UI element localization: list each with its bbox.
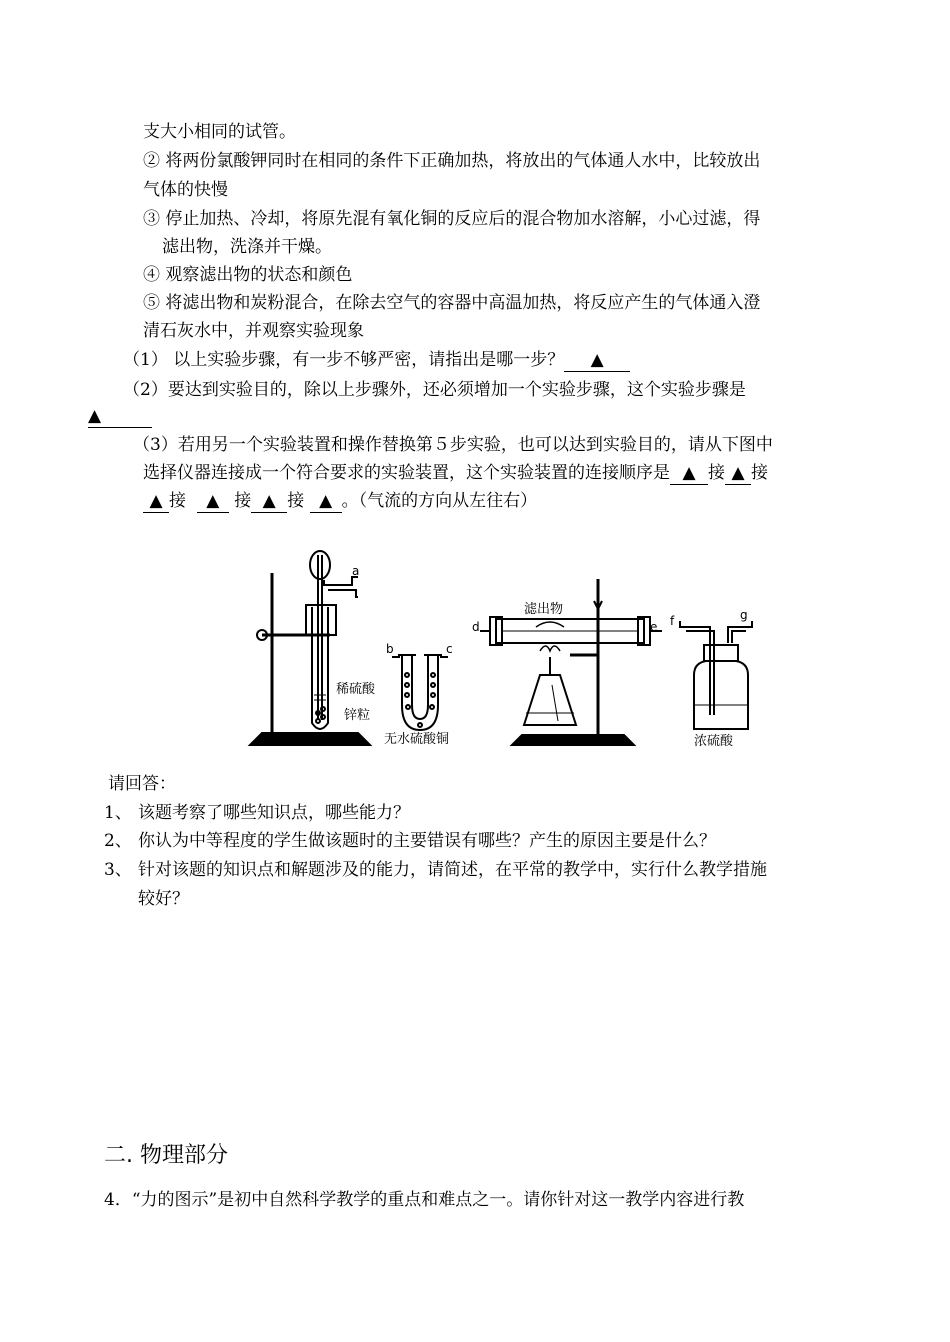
wash-bottle-apparatus bbox=[680, 621, 752, 729]
connector-text: 接 bbox=[169, 491, 186, 511]
answer-item-1: 该题考察了哪些知识点，哪些能力？ bbox=[138, 803, 410, 823]
connector-text: 接 bbox=[751, 463, 768, 483]
label-zinc: 锌粒 bbox=[344, 708, 371, 723]
answer-item-3-line2: 较好？ bbox=[138, 889, 189, 909]
label-b: b bbox=[386, 642, 394, 656]
answer-item-1-num: 1、 bbox=[104, 803, 132, 823]
label-anhydrous-cuso4: 无水硫酸铜 bbox=[384, 732, 450, 747]
step1-tail: 支大小相同的试管。 bbox=[143, 122, 296, 142]
question-4: 4．“力的图示”是初中自然科学教学的重点和难点之一。请你针对这一教学内容进行教 bbox=[104, 1190, 745, 1210]
u-tube-apparatus bbox=[392, 655, 448, 730]
answer-blank-3e: ▲ bbox=[251, 490, 287, 513]
question-3-line2 bbox=[143, 462, 768, 485]
answer-item-2-num: 2、 bbox=[104, 831, 132, 851]
step4: ④ 观察滤出物的状态和颜色 bbox=[143, 265, 353, 285]
connector-text: 接 bbox=[287, 491, 305, 511]
question-3-text: 选择仪器连接成一个符合要求的实验装置，这个实验装置的连接顺序是 bbox=[143, 463, 670, 483]
question-1-text: （1） 以上实验步骤，有一步不够严密，请指出是哪一步？ bbox=[123, 350, 565, 370]
step2-line2: 气体的快慢 bbox=[143, 180, 228, 200]
section-heading-physics: 二. 物理部分 bbox=[104, 1143, 228, 1168]
answer-blank-3d: ▲ bbox=[197, 490, 229, 513]
answer-blank-2: ▲ bbox=[88, 405, 152, 428]
step5-line2: 清石灰水中，并观察实验现象 bbox=[143, 321, 364, 341]
answer-blank-1: ▲ bbox=[564, 349, 630, 372]
question-2-line1: （2）要达到实验目的，除以上步骤外，还必须增加一个实验步骤，这个实验步骤是 bbox=[123, 380, 746, 400]
question-3-line3 bbox=[143, 490, 537, 513]
step5-line1: ⑤ 将滤出物和炭粉混合，在除去空气的容器中高温加热，将反应产生的气体通入澄 bbox=[143, 293, 761, 313]
answer-item-2: 你认为中等程度的学生做该题时的主要错误有哪些？产生的原因主要是什么？ bbox=[138, 831, 716, 851]
label-dilute-acid: 稀硫酸 bbox=[336, 682, 376, 697]
label-g: g bbox=[740, 608, 748, 622]
label-conc-acid: 浓硫酸 bbox=[694, 734, 734, 749]
label-d: d bbox=[472, 620, 480, 634]
answer-item-3-num: 3、 bbox=[104, 860, 132, 880]
question-3-tail: 。（气流的方向从左往右） bbox=[341, 491, 538, 511]
connector-text: 接 bbox=[708, 463, 725, 483]
step2-line1: ② 将两份氯酸钾同时在相同的条件下正确加热，将放出的气体通人水中，比较放出 bbox=[143, 151, 761, 171]
answer-blank-3c: ▲ bbox=[143, 490, 169, 513]
question-2-line2 bbox=[88, 405, 152, 428]
label-a: a bbox=[352, 564, 360, 578]
label-e: e bbox=[650, 620, 658, 634]
label-c: c bbox=[446, 642, 453, 656]
step3-line1: ③ 停止加热、冷却，将原先混有氧化铜的反应后的混合物加水溶解，小心过滤，得 bbox=[143, 209, 761, 229]
connector-text: 接 bbox=[234, 491, 252, 511]
apparatus-figure bbox=[240, 545, 770, 760]
heating-tube-apparatus bbox=[480, 579, 662, 745]
answer-item-3-line1: 针对该题的知识点和解题涉及的能力，请简述，在平常的教学中，实行什么教学措施 bbox=[138, 860, 767, 880]
answer-blank-3f: ▲ bbox=[310, 490, 342, 513]
label-residue: 滤出物 bbox=[524, 602, 564, 617]
label-f: f bbox=[670, 614, 675, 628]
question-3-line1: （3）若用另一个实验装置和操作替换第５步实验，也可以达到实验目的，请从下图中 bbox=[133, 435, 773, 455]
step3-line2: 滤出物，洗涤并干燥。 bbox=[162, 237, 332, 257]
answer-blank-3b: ▲ bbox=[725, 462, 751, 485]
question-1 bbox=[123, 349, 630, 372]
answer-prompt: 请回答： bbox=[108, 774, 176, 794]
answer-blank-3a: ▲ bbox=[670, 462, 708, 485]
